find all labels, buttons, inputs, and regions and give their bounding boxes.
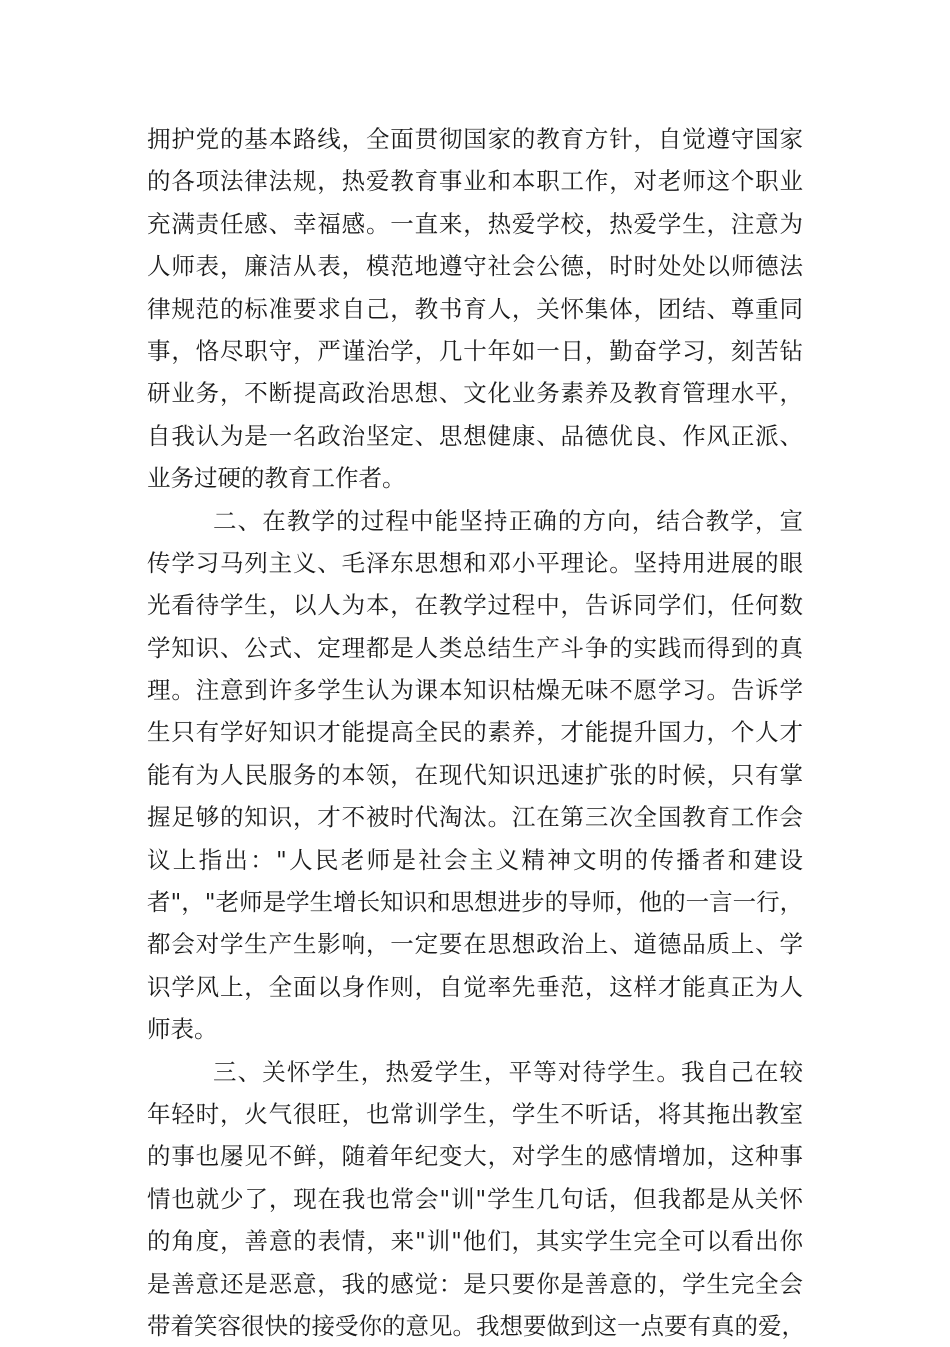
- text-line: 拥护党的基本路线，全面贯彻国家的教育方针，自觉遵守国家: [147, 125, 803, 153]
- text-line: 光看待学生，以人为本，在教学过程中，告诉同学们，任何数: [147, 591, 803, 620]
- text-line: 充满责任感、幸福感。一直来，热爱学校，热爱学生，注意为: [147, 209, 803, 238]
- text-line: 师表。: [147, 1015, 218, 1044]
- text-line: 的事也屡见不鲜，随着年纪变大，对学生的感情增加，这种事: [147, 1142, 803, 1171]
- document-body-text: [147, 118, 803, 1347]
- text-line: 人师表，廉洁从表，模范地遵守社会公德，时时处处以师德法: [147, 252, 803, 281]
- text-line: 是善意还是恶意，我的感觉：是只要你是善意的，学生完全会: [147, 1269, 803, 1298]
- text-line: 事，恪尽职守，严谨治学，几十年如一日，勤奋学习，刻苦钻: [147, 336, 803, 365]
- paragraph-first-line: 三、关怀学生，热爱学生，平等对待学生。我自己在较: [213, 1057, 803, 1086]
- text-line: 能有为人民服务的本领，在现代知识迅速扩张的时候，只有掌: [147, 760, 803, 789]
- paragraph-first-line: 二、在教学的过程中能坚持正确的方向，结合教学，宣: [213, 506, 803, 535]
- text-line: 都会对学生产生影响，一定要在思想政治上、道德品质上、学: [147, 930, 803, 959]
- text-line: 研业务，不断提高政治思想、文化业务素养及教育管理水平，: [147, 379, 803, 408]
- text-line: 自我认为是一名政治坚定、思想健康、品德优良、作风正派、: [147, 421, 803, 450]
- text-line: 者"，"老师是学生增长知识和思想进步的导师，他的一言一行，: [147, 888, 804, 917]
- text-line: 的各项法律法规，热爱教育事业和本职工作，对老师这个职业: [147, 167, 803, 196]
- text-line: 律规范的标准要求自己，教书育人，关怀集体，团结、尊重同: [147, 294, 803, 323]
- text-line: 议上指出："人民老师是社会主义精神文明的传播者和建设: [147, 845, 803, 874]
- text-line: 年轻时，火气很旺，也常训学生，学生不听话，将其拖出教室: [147, 1099, 803, 1128]
- text-line: 传学习马列主义、毛泽东思想和邓小平理论。坚持用进展的眼: [147, 548, 803, 577]
- text-line: 带着笑容很快的接受你的意见。我想要做到这一点要有真的爱，: [147, 1311, 805, 1340]
- text-line: 业务过硬的教育工作者。: [147, 464, 406, 493]
- text-line: 学知识、公式、定理都是人类总结生产斗争的实践而得到的真: [147, 633, 803, 662]
- text-line: 生只有学好知识才能提高全民的素养，才能提升国力，个人才: [147, 718, 803, 747]
- text-line: 握足够的知识，才不被时代淘汰。江在第三次全国教育工作会: [147, 803, 803, 832]
- text-line: 的角度，善意的表情，来"训"他们，其实学生完全可以看出你: [147, 1227, 803, 1256]
- text-line: 情也就少了，现在我也常会"训"学生几句话，但我都是从关怀: [147, 1184, 803, 1213]
- text-line: 理。注意到许多学生认为课本知识枯燥无味不愿学习。告诉学: [147, 676, 803, 705]
- text-line: 识学风上，全面以身作则，自觉率先垂范，这样才能真正为人: [147, 972, 803, 1001]
